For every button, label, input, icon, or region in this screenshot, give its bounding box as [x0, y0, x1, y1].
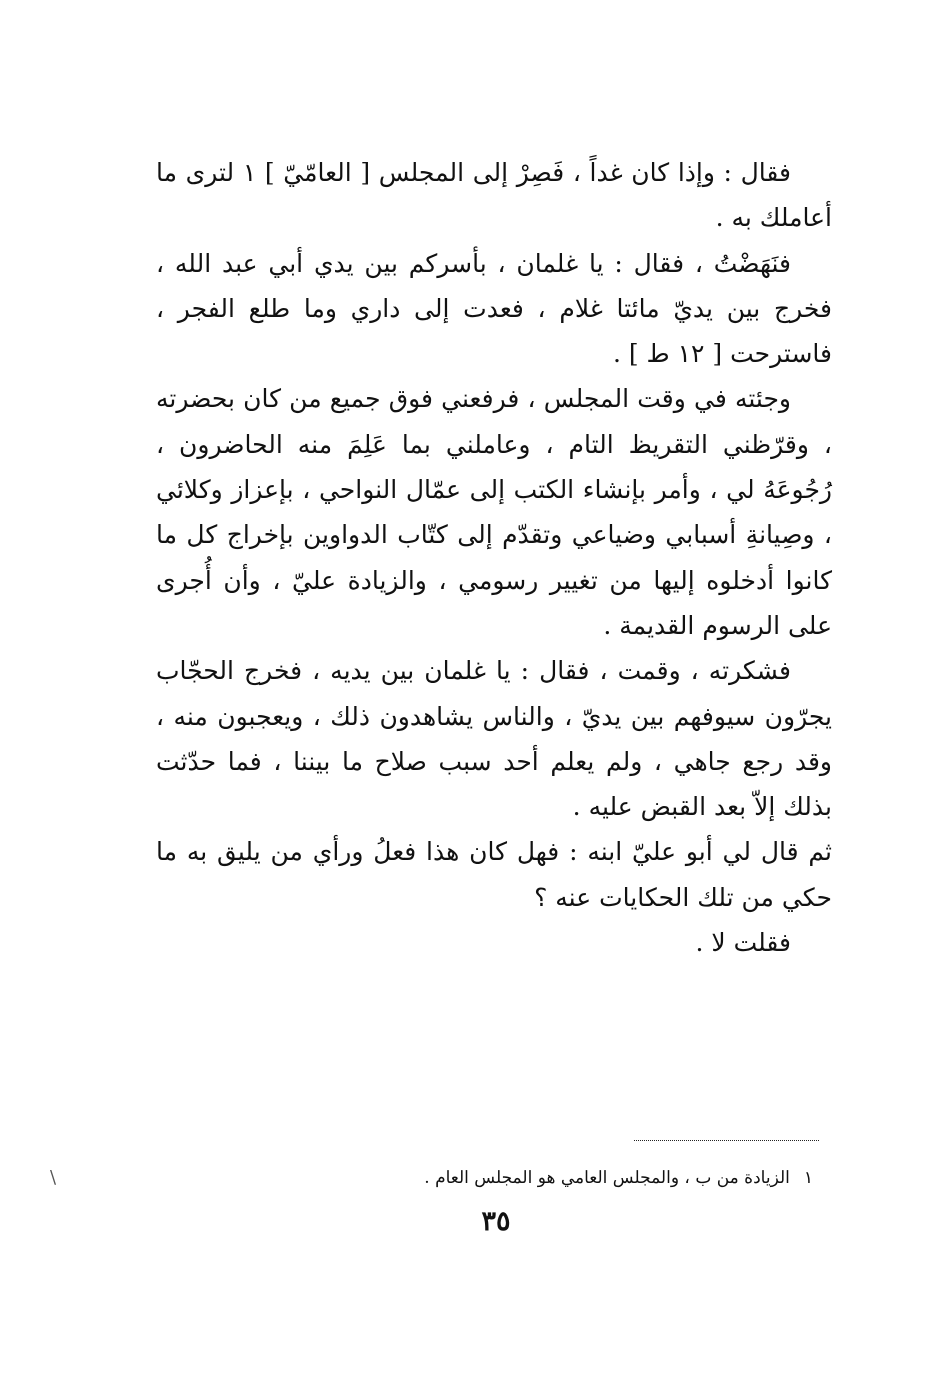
page-number: ٣٥ — [481, 1206, 511, 1237]
margin-mark: \ — [50, 1167, 57, 1188]
footnote-number: ١ — [803, 1168, 813, 1188]
paragraph-3: وجئته في وقت المجلس ، فرفعني فوق جميع من كان بحضرته ، وقرّظني التقريظ التام ، وعاملني بما عَلِمَ منه الحاضرون ، رُجُوعَهُ لي ، وأمر بإنشاء الكتب إلى عمّال النواحي ، بإعزاز وكلائي ، وصِيانةِ أسبابي وضياعي وتقدّم إلى كتّاب الدواوين بإخراج كل ما كانوا أدخلوه إليها من تغيير رسومي ، والزيادة عليّ ، وأن أُجرى على الرسوم القديمة . — [156, 384, 832, 640]
main-text — [156, 150, 832, 965]
paragraph-5: ثم قال لي أبو عليّ ابنه : فهل كان هذا فعلُ ورأي من يليق به ما حكي من تلك الحكايات عنه ؟ — [156, 837, 832, 912]
footnote-separator — [634, 1140, 819, 1141]
paragraph-1: فقال : وإذا كان غداً ، فَصِرْ إلى المجلس [ العامّيّ ] ١ لترى ما أعاملك به . — [156, 158, 832, 233]
paragraph-6: فقلت لا . — [695, 928, 791, 958]
footnote-text: الزيادة من ب ، والمجلس العامي هو المجلس العام . — [424, 1168, 790, 1188]
paragraph-2: فنَهَضْتُ ، فقال : يا غلمان ، بأسركم بين يدي أبي عبد الله ، فخرج بين يديّ مائتا غلام ، فعدت إلى داري وما طلع الفجر ، فاسترحت [ ١٢ ط ] . — [156, 248, 832, 369]
footnote — [193, 1165, 813, 1191]
paragraph-4: فشكرته ، وقمت ، فقال : يا غلمان بين يديه ، فخرج الحجّاب يجرّون سيوفهم بين يديّ ، والناس يشاهدون ذلك ، ويعجبون منه ، وقد رجع جاهي ، ولم يعلم أحد سبب صلاح ما بيننا ، فما حدّثت بذلك إلاّ بعد القبض عليه . — [156, 656, 832, 822]
